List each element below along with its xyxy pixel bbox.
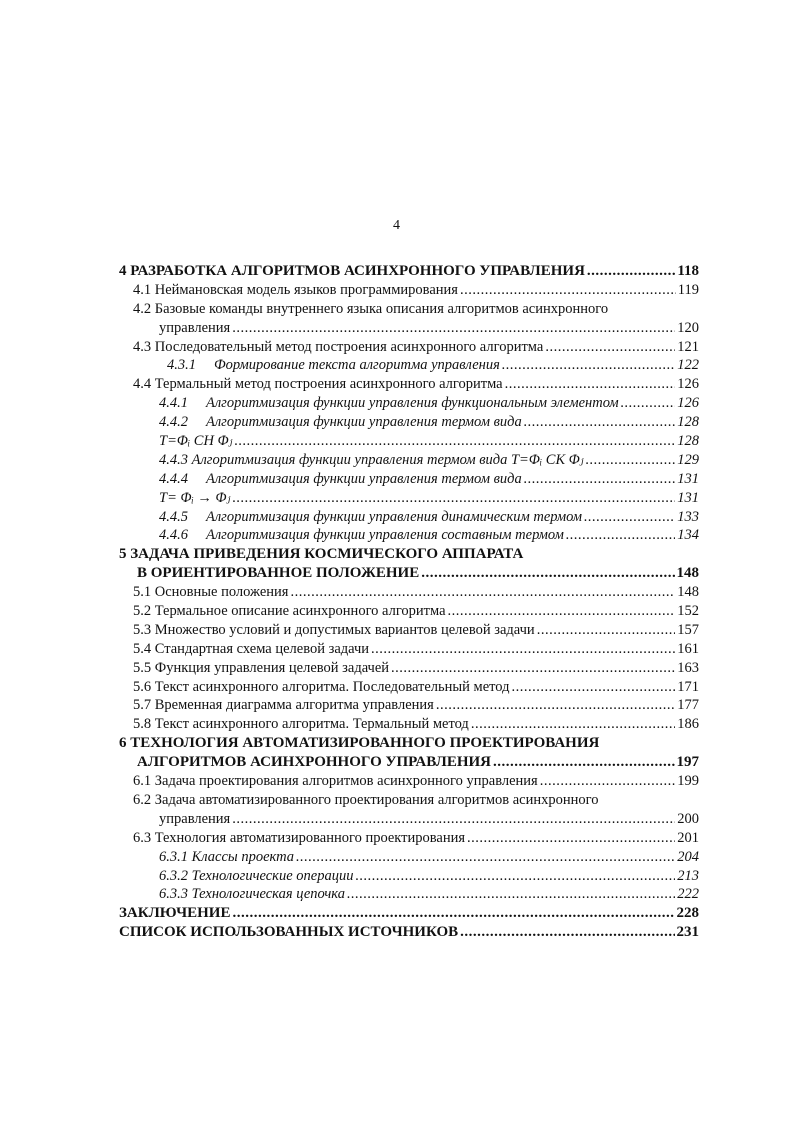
dot-leader bbox=[505, 375, 676, 394]
toc-entry[interactable] bbox=[119, 621, 699, 640]
toc-entry-text: Алгоритмизация функции управления термом вида bbox=[206, 414, 522, 431]
toc-entry-title: T=Φᵢ СН Φⱼ bbox=[159, 433, 233, 450]
toc-entry-title: 4.4 Термальный метод построения асинхронного алгоритма bbox=[133, 376, 503, 393]
dot-leader bbox=[587, 262, 675, 281]
toc-entry-title: 6 ТЕХНОЛОГИЯ АВТОМАТИЗИРОВАННОГО ПРОЕКТИРОВАНИЯ bbox=[119, 735, 600, 752]
toc-entry-title: 4 РАЗРАБОТКА АЛГОРИТМОВ АСИНХРОННОГО УПРАВЛЕНИЯ bbox=[119, 263, 585, 279]
toc-entry-page: 128 bbox=[677, 414, 699, 431]
table-of-contents bbox=[119, 262, 699, 942]
toc-entry-title: СПИСОК ИСПОЛЬЗОВАННЫХ ИСТОЧНИКОВ bbox=[119, 924, 459, 941]
toc-entry[interactable] bbox=[119, 829, 699, 848]
toc-entry[interactable] bbox=[119, 338, 699, 357]
toc-entry-number: 4.4.6 bbox=[159, 527, 188, 544]
toc-entry-title: 6.3.1 Классы проекта bbox=[159, 848, 294, 865]
toc-entry-text: Алгоритмизация функции управления динамическим термом bbox=[206, 508, 583, 525]
toc-entry-title: управления bbox=[159, 319, 231, 336]
dot-leader bbox=[232, 904, 674, 923]
dot-leader bbox=[621, 394, 676, 413]
toc-entry-page: 152 bbox=[677, 603, 699, 620]
toc-entry-title: 4.2 Базовые команды внутреннего языка описания алгоритмов асинхронного bbox=[133, 300, 609, 317]
dot-leader bbox=[524, 413, 676, 432]
toc-entry[interactable] bbox=[119, 300, 699, 319]
toc-entry[interactable] bbox=[119, 281, 699, 300]
toc-entry[interactable] bbox=[119, 262, 699, 281]
dot-leader bbox=[545, 338, 675, 357]
toc-entry-page: 201 bbox=[677, 829, 699, 846]
toc-entry[interactable] bbox=[119, 602, 699, 621]
toc-entry-page: 204 bbox=[677, 848, 699, 865]
page-number: 4 bbox=[393, 218, 400, 233]
toc-entry-page: 157 bbox=[677, 621, 699, 638]
toc-entry-title: 4.3 Последовательный метод построения асинхронного алгоритма bbox=[133, 338, 544, 355]
dot-leader bbox=[493, 753, 674, 772]
toc-entry[interactable] bbox=[119, 640, 699, 659]
dot-leader bbox=[290, 583, 675, 602]
toc-entry-page: 228 bbox=[676, 905, 699, 922]
toc-entry[interactable] bbox=[119, 734, 699, 753]
toc-entry-title: управления bbox=[159, 810, 231, 827]
toc-entry[interactable] bbox=[119, 394, 699, 413]
toc-entry[interactable] bbox=[119, 715, 699, 734]
toc-entry-title: 5.5 Функция управления целевой задачей bbox=[133, 659, 390, 676]
toc-entry-title: 4.4.3 Алгоритмизация функции управления термом вида T=Φᵢ СК Φⱼ bbox=[159, 451, 584, 468]
toc-entry[interactable] bbox=[119, 526, 699, 545]
toc-entry-page: 128 bbox=[677, 433, 699, 450]
toc-entry-text: Алгоритмизация функции управления термом вида bbox=[206, 470, 522, 487]
toc-entry-title: 6.3 Технология автоматизированного проектирования bbox=[133, 829, 466, 846]
toc-entry-title bbox=[159, 526, 564, 545]
toc-entry[interactable] bbox=[119, 375, 699, 394]
toc-entry-title: 5 ЗАДАЧА ПРИВЕДЕНИЯ КОСМИЧЕСКОГО АППАРАТА bbox=[119, 546, 524, 563]
toc-entry-title: В ОРИЕНТИРОВАННОЕ ПОЛОЖЕНИЕ bbox=[137, 565, 420, 582]
dot-leader bbox=[540, 772, 676, 791]
dot-leader bbox=[467, 829, 675, 848]
toc-entry-page: 126 bbox=[677, 395, 699, 412]
toc-entry-number: 4.4.4 bbox=[159, 470, 188, 487]
toc-entry-page: 134 bbox=[677, 527, 699, 544]
toc-entry-page: 186 bbox=[677, 716, 699, 733]
toc-entry-number: 4.4.5 bbox=[159, 508, 188, 525]
toc-entry-page: 213 bbox=[677, 867, 699, 884]
toc-entry-title: 6.3.2 Технологические операции bbox=[159, 867, 354, 884]
toc-entry[interactable] bbox=[119, 696, 699, 715]
toc-entry-title: 5.3 Множество условий и допустимых вариантов целевой задачи bbox=[133, 621, 535, 638]
toc-entry-page: 148 bbox=[677, 584, 699, 601]
toc-entry-page: 133 bbox=[677, 508, 699, 525]
toc-entry-page: 171 bbox=[677, 678, 699, 695]
toc-entry-page: 131 bbox=[677, 470, 699, 487]
dot-leader bbox=[566, 526, 675, 545]
toc-entry[interactable] bbox=[119, 848, 699, 867]
toc-entry-page: 120 bbox=[677, 319, 699, 336]
toc-entry-page: 129 bbox=[677, 451, 699, 468]
toc-entry[interactable] bbox=[119, 356, 699, 375]
toc-entry[interactable] bbox=[119, 753, 699, 772]
toc-entry-title: 5.2 Термальное описание асинхронного алгоритма bbox=[133, 603, 446, 620]
toc-entry-text: Алгоритмизация функции управления функциональным элементом bbox=[206, 395, 619, 412]
toc-entry-text: Алгоритмизация функции управления составным термом bbox=[206, 527, 564, 544]
toc-entry-page: 122 bbox=[677, 357, 699, 374]
toc-entry-title: 6.1 Задача проектирования алгоритмов асинхронного управления bbox=[133, 773, 538, 790]
toc-entry[interactable] bbox=[119, 904, 699, 923]
dot-leader bbox=[460, 923, 674, 942]
toc-entry-title: T= Φᵢ → Φⱼ bbox=[159, 489, 231, 506]
toc-entry[interactable] bbox=[119, 583, 699, 602]
dot-leader bbox=[512, 678, 676, 697]
toc-entry[interactable] bbox=[119, 885, 699, 904]
toc-entry-page: 131 bbox=[677, 489, 699, 506]
toc-entry-number: 4.4.2 bbox=[159, 414, 188, 431]
toc-entry[interactable] bbox=[119, 508, 699, 527]
toc-entry[interactable] bbox=[119, 432, 699, 451]
dot-leader bbox=[436, 696, 675, 715]
toc-entry[interactable] bbox=[119, 772, 699, 791]
toc-entry[interactable] bbox=[119, 413, 699, 432]
toc-entry-number: 4.3.1 bbox=[167, 357, 196, 374]
toc-entry-page: 199 bbox=[677, 773, 699, 790]
toc-entry-title bbox=[159, 413, 522, 432]
toc-entry-title bbox=[167, 356, 500, 375]
toc-entry[interactable] bbox=[119, 489, 699, 508]
toc-entry[interactable] bbox=[119, 659, 699, 678]
toc-entry-title: 5.6 Текст асинхронного алгоритма. Последовательный метод bbox=[133, 678, 510, 695]
toc-entry-page: 161 bbox=[677, 640, 699, 657]
toc-entry-page: 119 bbox=[677, 281, 699, 298]
toc-entry-page: 231 bbox=[676, 924, 699, 941]
toc-entry[interactable] bbox=[119, 545, 699, 564]
dot-leader bbox=[460, 281, 676, 300]
dot-leader bbox=[448, 602, 676, 621]
dot-leader bbox=[584, 508, 675, 527]
toc-entry-title: 5.8 Текст асинхронного алгоритма. Термальный метод bbox=[133, 716, 469, 733]
dot-leader bbox=[234, 432, 675, 451]
dot-leader bbox=[537, 621, 676, 640]
toc-entry[interactable] bbox=[119, 923, 699, 942]
toc-entry[interactable] bbox=[119, 564, 699, 583]
dot-leader bbox=[355, 867, 675, 886]
dot-leader bbox=[471, 715, 675, 734]
dot-leader bbox=[586, 451, 676, 470]
toc-entry-page: 222 bbox=[677, 886, 699, 903]
toc-entry-title: 4.1 Неймановская модель языков программирования bbox=[133, 281, 458, 298]
toc-entry[interactable] bbox=[119, 791, 699, 810]
dot-leader bbox=[232, 489, 675, 508]
dot-leader bbox=[371, 640, 675, 659]
toc-entry-title: 6.2 Задача автоматизированного проектирования алгоритмов асинхронного bbox=[133, 791, 599, 808]
toc-entry[interactable] bbox=[119, 867, 699, 886]
dot-leader bbox=[296, 848, 675, 867]
toc-entry-page: 148 bbox=[676, 565, 699, 582]
toc-entry-title: АЛГОРИТМОВ АСИНХРОННОГО УПРАВЛЕНИЯ bbox=[137, 754, 492, 771]
toc-entry-page: 126 bbox=[677, 376, 699, 393]
dot-leader bbox=[391, 659, 675, 678]
toc-entry-page: 118 bbox=[677, 263, 699, 279]
dot-leader bbox=[347, 885, 675, 904]
toc-entry-title: 5.7 Временная диаграмма алгоритма управления bbox=[133, 697, 434, 714]
dot-leader bbox=[232, 319, 675, 338]
dot-leader bbox=[421, 564, 674, 583]
toc-entry-title bbox=[159, 394, 619, 413]
toc-entry[interactable] bbox=[119, 319, 699, 338]
toc-entry-page: 197 bbox=[676, 754, 699, 771]
toc-entry[interactable] bbox=[119, 470, 699, 489]
toc-entry-title: ЗАКЛЮЧЕНИЕ bbox=[119, 905, 231, 922]
dot-leader bbox=[232, 810, 675, 829]
toc-entry-title: 6.3.3 Технологическая цепочка bbox=[159, 886, 345, 903]
toc-entry[interactable] bbox=[119, 451, 699, 470]
toc-entry-number: 4.4.1 bbox=[159, 395, 188, 412]
dot-leader bbox=[502, 356, 675, 375]
toc-entry[interactable] bbox=[119, 810, 699, 829]
toc-entry-page: 163 bbox=[677, 659, 699, 676]
toc-entry-page: 121 bbox=[677, 338, 699, 355]
toc-entry-title: 5.4 Стандартная схема целевой задачи bbox=[133, 640, 370, 657]
toc-entry[interactable] bbox=[119, 678, 699, 697]
toc-entry-page: 177 bbox=[677, 697, 699, 714]
toc-entry-title bbox=[159, 470, 522, 489]
toc-entry-page: 200 bbox=[677, 810, 699, 827]
toc-entry-title bbox=[159, 508, 582, 527]
toc-entry-text: Формирование текста алгоритма управления bbox=[214, 357, 500, 374]
dot-leader bbox=[524, 470, 676, 489]
toc-entry-title: 5.1 Основные положения bbox=[133, 584, 289, 601]
